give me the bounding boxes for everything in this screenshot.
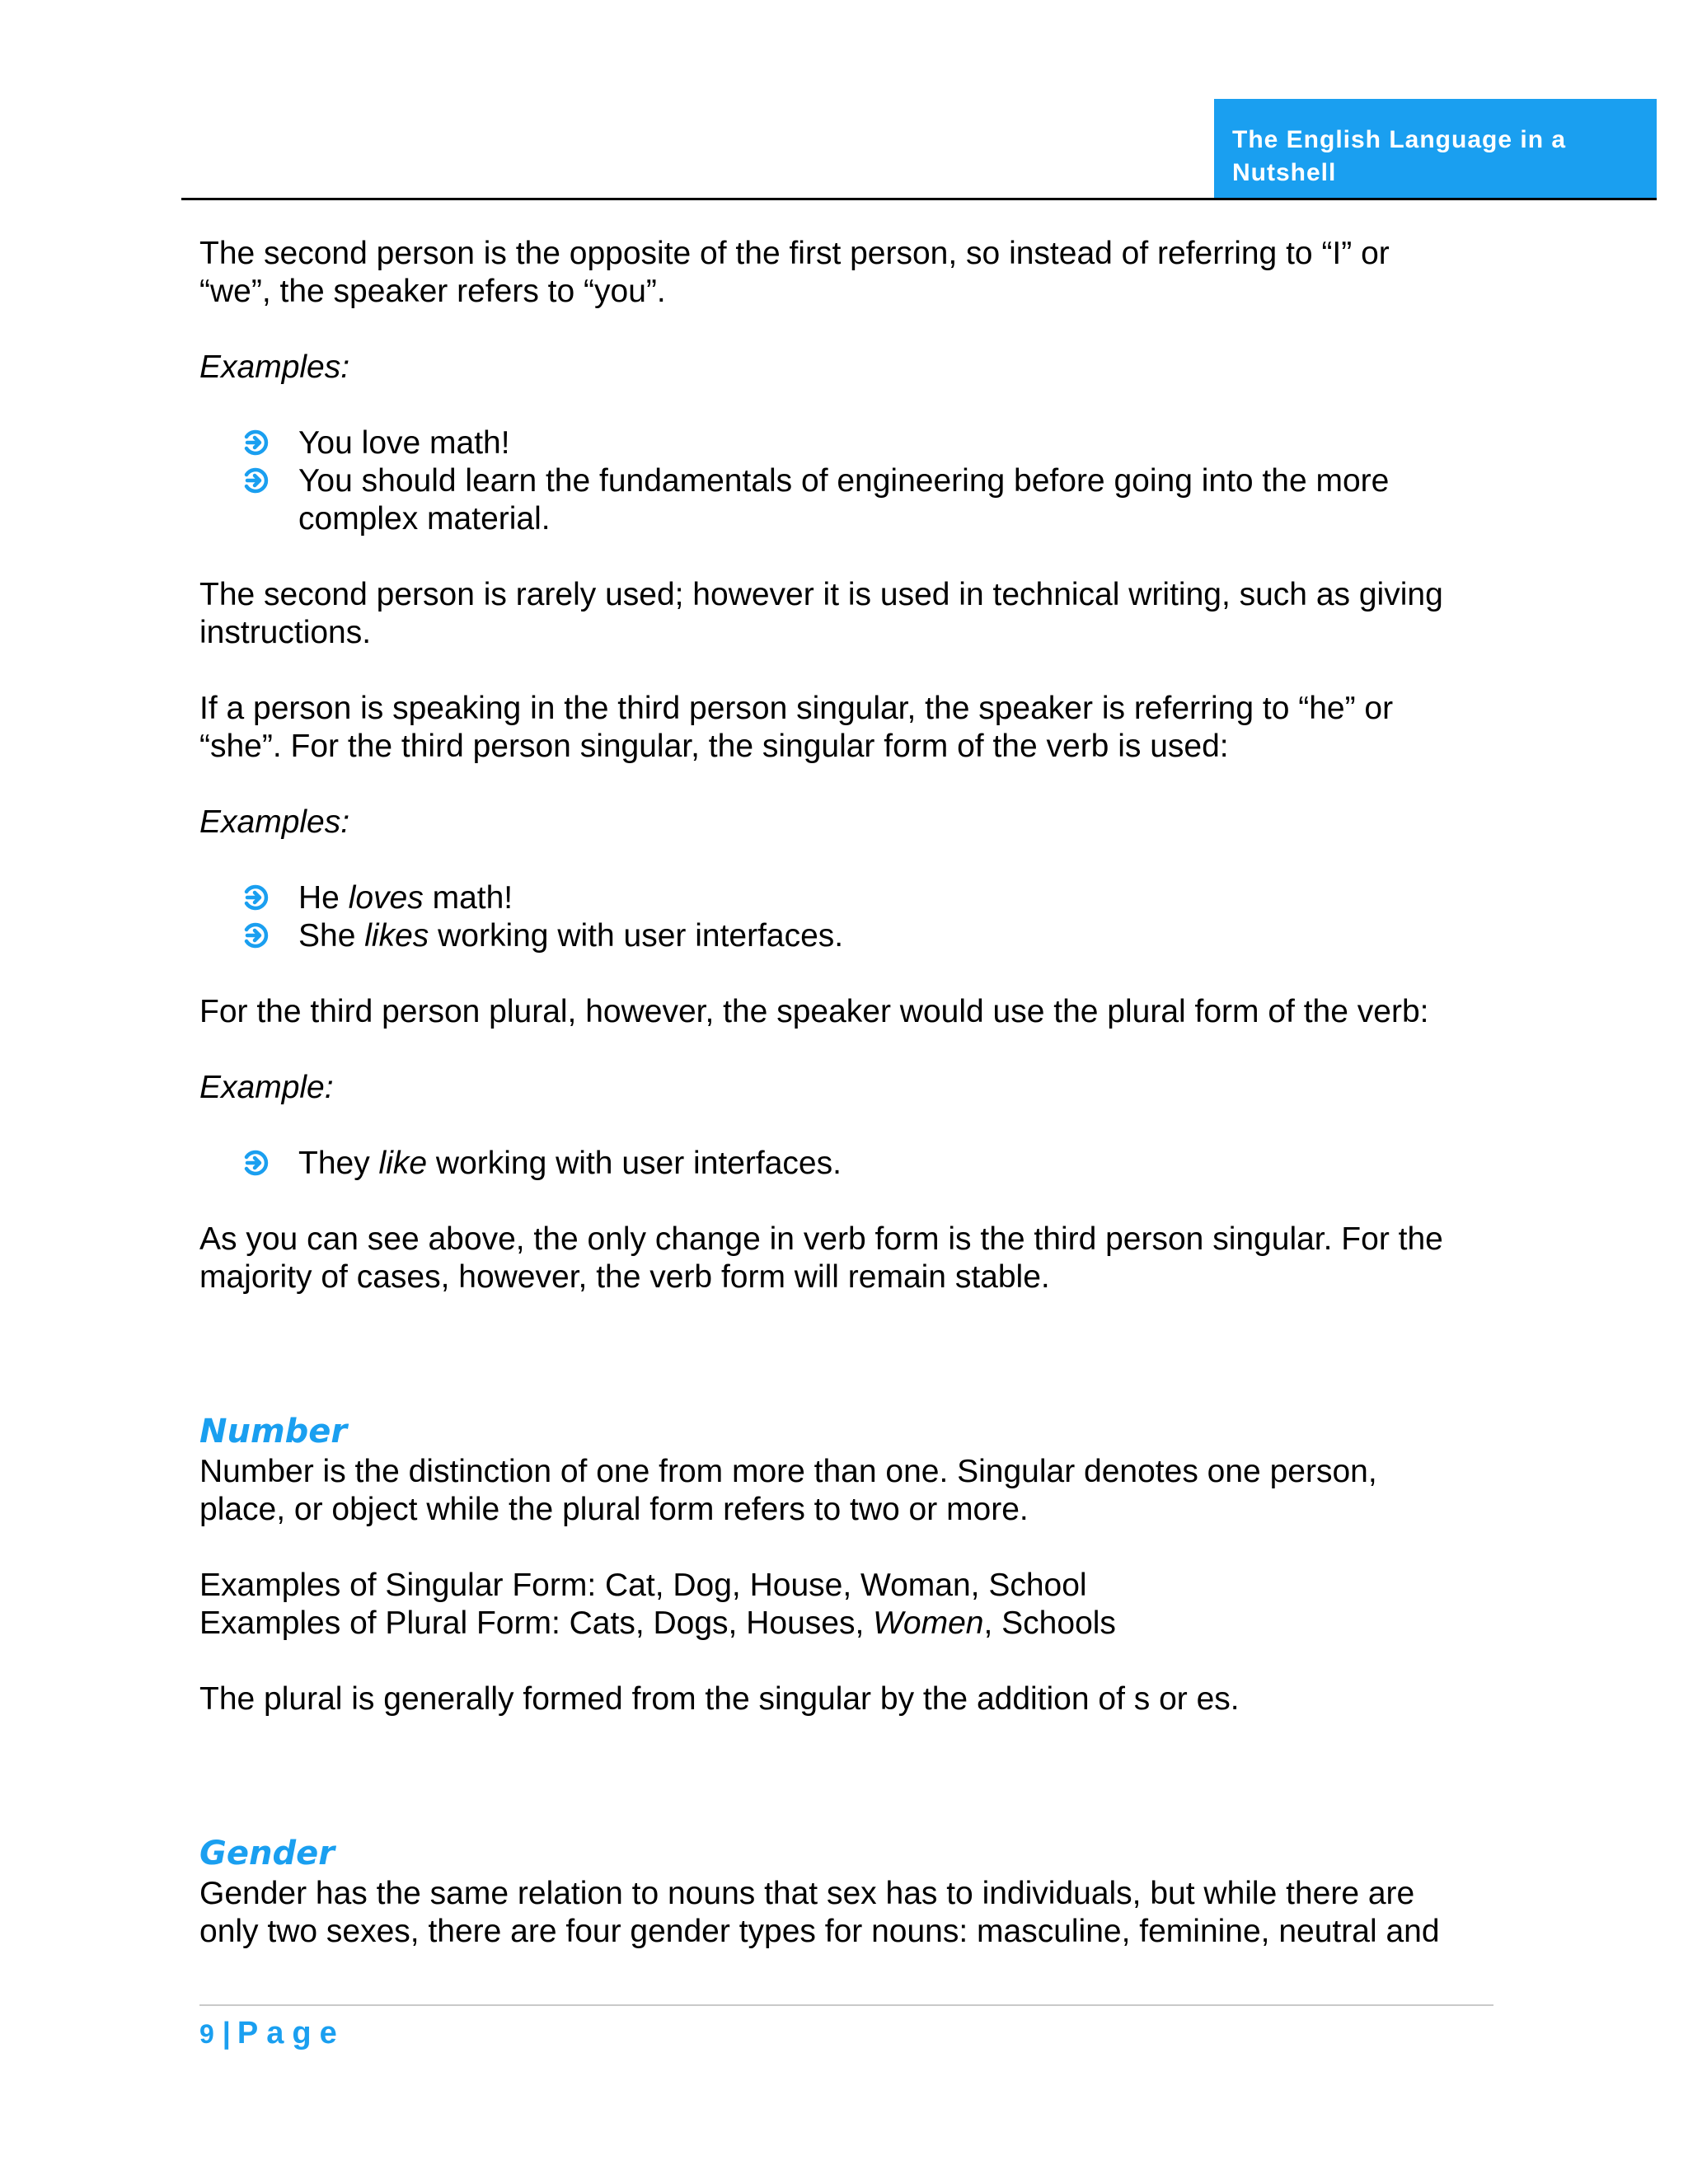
list-item: They like working with user interfaces.	[298, 1145, 1485, 1183]
footer-rule	[199, 2004, 1493, 2006]
list-item: She likes working with user interfaces.	[298, 917, 1485, 955]
paragraph: Gender has the same relation to nouns that sex has to individuals, but while there are only two sexes, there are four gender types for nouns: masculine, feminine, neutral and	[199, 1876, 1440, 1949]
paragraph: The second person is rarely used; however it is used in technical writing, such as giving instructions.	[199, 577, 1443, 650]
header-title-line-2: Nutshell	[1232, 159, 1337, 186]
paragraph: The plural is generally formed from the singular by the addition of s or es.	[199, 1681, 1240, 1717]
bullet-list	[199, 424, 1485, 538]
bullet-list	[199, 1145, 1485, 1183]
examples-label: Examples:	[199, 804, 350, 840]
paragraph: If a person is speaking in the third person singular, the speaker is referring to “he” or “she”. For the third person singular, the singular form of the verb is used:	[199, 691, 1394, 764]
list-item: You should learn the fundamentals of engineering before going into the more complex material.	[298, 462, 1485, 538]
paragraph: As you can see above, the only change in verb form is the third person singular. For the majority of cases, however, the verb form will remain stable.	[199, 1221, 1443, 1295]
page-content	[199, 235, 1485, 1951]
bullet-list	[199, 879, 1485, 955]
page-footer	[199, 2014, 345, 2055]
paragraph: For the third person plural, however, the speaker would use the plural form of the verb:	[199, 994, 1429, 1029]
example-label: Example:	[199, 1070, 334, 1105]
footer-separator: |	[222, 2016, 231, 2050]
list-item: He loves math!	[298, 879, 1485, 917]
header-title-line-1: The English Language in a	[1232, 126, 1567, 153]
paragraph: Examples of Singular Form: Cat, Dog, House, Woman, School Examples of Plural Form: Cats, Dogs, Houses, Women, Schools	[199, 1568, 1116, 1641]
paragraph: Number is the distinction of one from more than one. Singular denotes one person, place, or object while the plural form refers to two or more.	[199, 1454, 1377, 1527]
examples-label: Examples:	[199, 349, 350, 385]
arrow-right-circle-icon	[242, 921, 270, 949]
header-title-box	[1214, 99, 1657, 198]
section-heading-gender: Gender	[199, 1835, 335, 1872]
header-rule	[181, 198, 1657, 200]
page-number: 9	[199, 2019, 216, 2049]
page-label: Page	[237, 2016, 345, 2050]
arrow-right-circle-icon	[242, 883, 270, 912]
section-heading-number: Number	[199, 1413, 348, 1451]
list-item: You love math!	[298, 424, 1485, 462]
arrow-right-circle-icon	[242, 429, 270, 457]
arrow-right-circle-icon	[242, 466, 270, 494]
paragraph: The second person is the opposite of the first person, so instead of referring to “I” or “we”, the speaker refers to “you”.	[199, 236, 1390, 309]
arrow-right-circle-icon	[242, 1149, 270, 1177]
